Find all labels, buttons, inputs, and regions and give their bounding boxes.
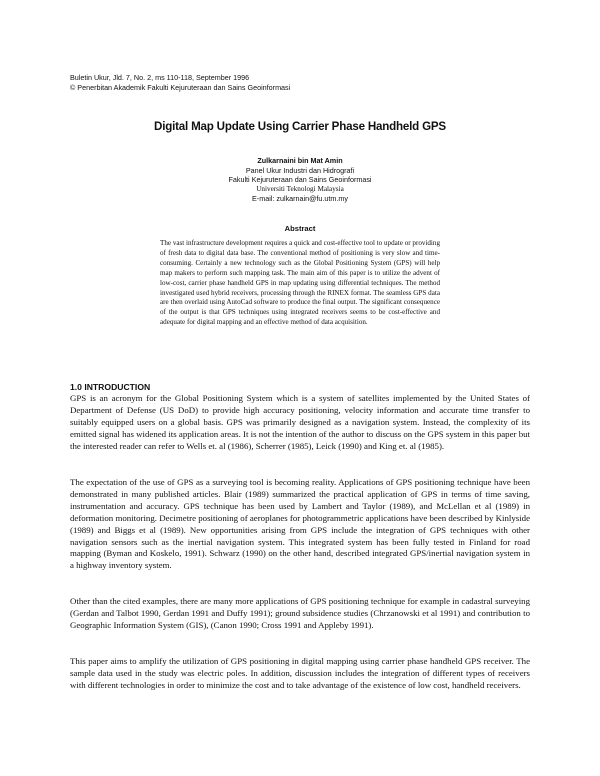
abstract-heading: Abstract [284, 224, 316, 233]
author-affiliation-faculty: Fakulti Kejuruteraan dan Sains Geoinformasi [228, 175, 372, 185]
section-heading-introduction: 1.0 INTRODUCTION [70, 382, 151, 392]
body-paragraph: Other than the cited examples, there are many more applications of GPS positioning technique for example in cadastral surveying (Gerdan and Talbot 1990, Gerdan 1991 and Duffy 1991); ground subsidence studies (Chrzanowski et al 1991) and contribution to Geographic Information System (GIS), (Canon 1990; Cross 1991 and Appleby 1991). [70, 596, 530, 630]
author-affiliation-department: Panel Ukur Industri dan Hidrografi [245, 165, 355, 175]
journal-citation: Buletin Ukur, Jld. 7, No. 2, ms 110-118, September 1996 [70, 73, 250, 82]
body-paragraph: The expectation of the use of GPS as a surveying tool is becoming reality. Applications of GPS positioning technique have been demonstrated in many published articles. Blair (1989) summarized the practical application of GPS in terms of time saving, instrumentation and accuracy. GPS technique has been used by Lambert and Taylor (1989), and McLellan et al (1989) in deformation monitoring. Decimetre positioning of aeroplanes for photogrammetric applications have been described by Kinlyside (1989) and Biggs et al (1989). New opportunities arising from GPS include the integration of GPS techniques with other navigation sensors such as the inertial navigation system. This integrated system has been fully tested in Finland for road mapping (Byman and Koskelo, 1991). Schwarz (1990) on the other hand, described integrated GPS/inertial navigation system in a highway inventory system. [70, 477, 530, 571]
author-name: Zulkarnaini bin Mat Amin [257, 156, 343, 165]
body-paragraph: This paper aims to amplify the utilization of GPS positioning in digital mapping using carrier phase handheld GPS receiver. The sample data used in the study was electric poles. In addition, discussion includes the integration of different types of receivers with different technologies in order to minimize the cost and to take advantage of the existence of low cost, handheld receivers. [70, 656, 530, 690]
journal-header [70, 73, 290, 93]
body-paragraph: GPS is an acronym for the Global Positioning System which is a system of satellites implemented by the United States of Department of Defense (US DoD) to provide high accuracy positioning, velocity information and accurate time transfer to suitably equipped users on a global basis. GPS was primarily designed as a navigation system. Instead, the complexity of its emitted signal has widened its application areas. It is not the intention of the author to discuss on the GPS system in this paper but the interested reader can refer to Wells et. al (1986), Scherrer (1985), Leick (1990) and King et. al (1985). [70, 393, 530, 451]
author-block [0, 156, 600, 204]
author-email: E-mail: zulkarnain@fu.utm.my [252, 194, 348, 204]
abstract-text: The vast infrastructure development requires a quick and cost-effective tool to update or providing of fresh data to digital data base. The conventional method of positioning is very slow and time-consuming. Certainly a new technology such as the Global Positioning System (GPS) will help map makers to perform such mapping task. The main aim of this paper is to utilize the advent of low-cost, carrier phase handheld GPS in map updating using differential techniques. The method investigated used hybrid receivers, processing through the RINEX format. The seamless GPS data are then overlaid using AutoCad software to produce the final output. The significant consequence of the output is that GPS techniques using integrated receivers seems to be cost-effective and adequate for digital mapping and an effective method of data acquisition. [160, 239, 440, 327]
paper-title: Digital Map Update Using Carrier Phase Handheld GPS [154, 120, 446, 133]
publisher-copyright: © Penerbitan Akademik Fakulti Kejuruteraan dan Sains Geoinformasi [70, 83, 291, 92]
author-affiliation-university: Universiti Teknologi Malaysia [256, 184, 344, 193]
